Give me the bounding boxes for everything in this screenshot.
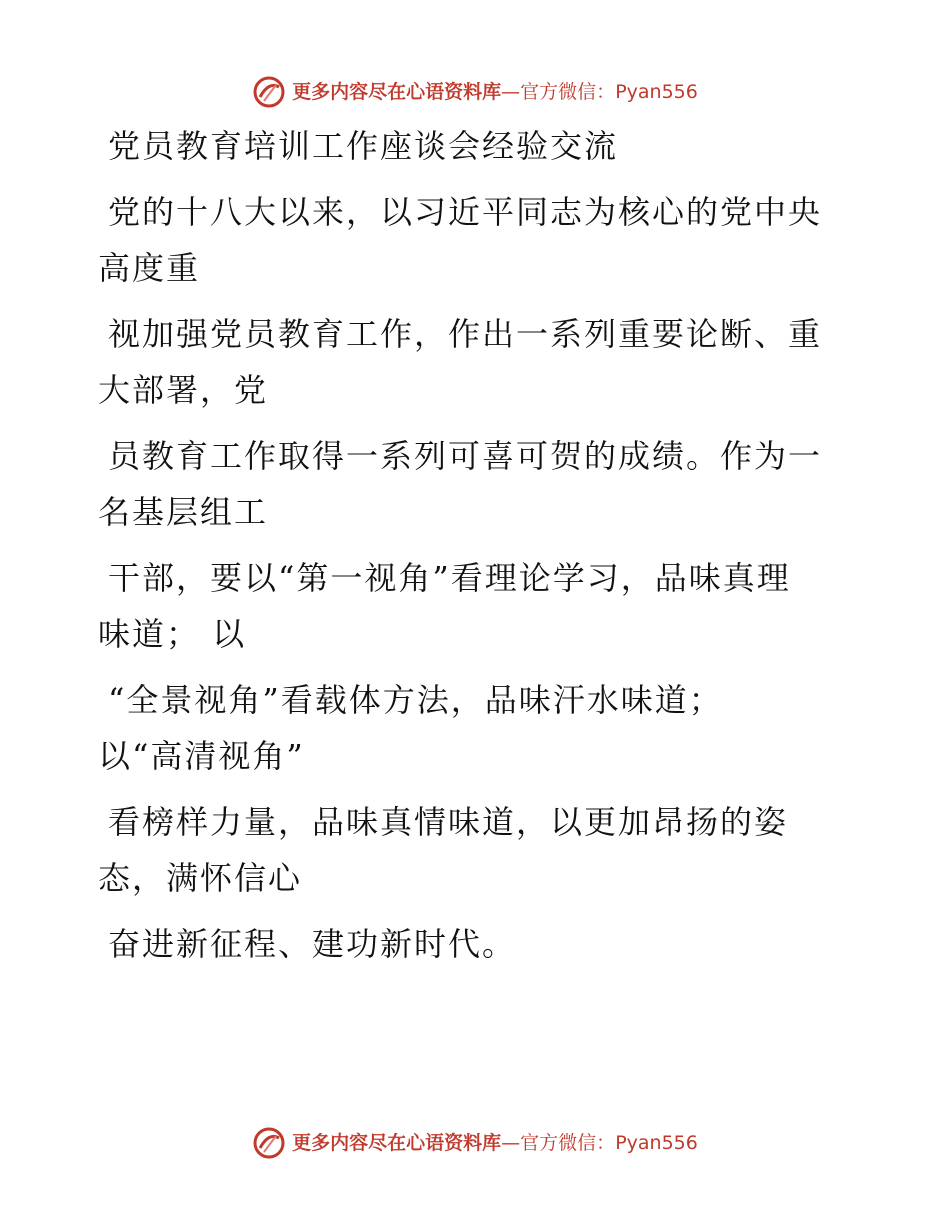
watermark-label: 官方微信： <box>520 81 616 103</box>
paragraph-line: 大部署，党 <box>98 371 269 409</box>
watermark-text <box>292 80 698 104</box>
watermark-dash: — <box>501 81 521 103</box>
paragraph-line: “全景视角”看载体方法，品味汗水味道； <box>108 681 723 719</box>
footer-watermark <box>0 1126 950 1160</box>
watermark-main: 更多内容尽在心语资料库 <box>292 81 502 103</box>
paragraph-line: 员教育工作取得一系列可喜可贺的成绩。作为一 <box>108 437 823 475</box>
watermark-main: 更多内容尽在心语资料库 <box>292 1132 502 1154</box>
paragraph-line: 高度重 <box>98 249 201 287</box>
watermark-id: Pyan556 <box>615 81 698 103</box>
header-watermark <box>0 75 950 109</box>
document-body <box>98 118 838 972</box>
paragraph-line: 看榜样力量，品味真情味道，以更加昂扬的姿 <box>108 803 789 841</box>
watermark-id: Pyan556 <box>615 1132 698 1154</box>
paragraph-line: 名基层组工 <box>98 493 269 531</box>
paragraph-line: 干部，要以“第一视角”看理论学习，品味真理 <box>108 559 791 597</box>
paragraph-line: 以“高清视角” <box>98 737 305 775</box>
paragraph-line: 视加强党员教育工作，作出一系列重要论断、重 <box>108 315 823 353</box>
brand-logo-icon <box>252 1126 286 1160</box>
watermark-text <box>292 1131 698 1155</box>
paragraph-line: 党的十八大以来，以习近平同志为核心的党中央 <box>108 193 823 231</box>
paragraph-line: 奋进新征程、建功新时代。 <box>108 925 517 963</box>
document-title: 党员教育培训工作座谈会经验交流 <box>108 127 619 165</box>
brand-logo-icon <box>252 75 286 109</box>
watermark-label: 官方微信： <box>520 1132 616 1154</box>
watermark-dash: — <box>501 1132 521 1154</box>
paragraph-line: 态，满怀信心 <box>98 859 303 897</box>
paragraph-line: 味道； 以 <box>98 615 247 653</box>
